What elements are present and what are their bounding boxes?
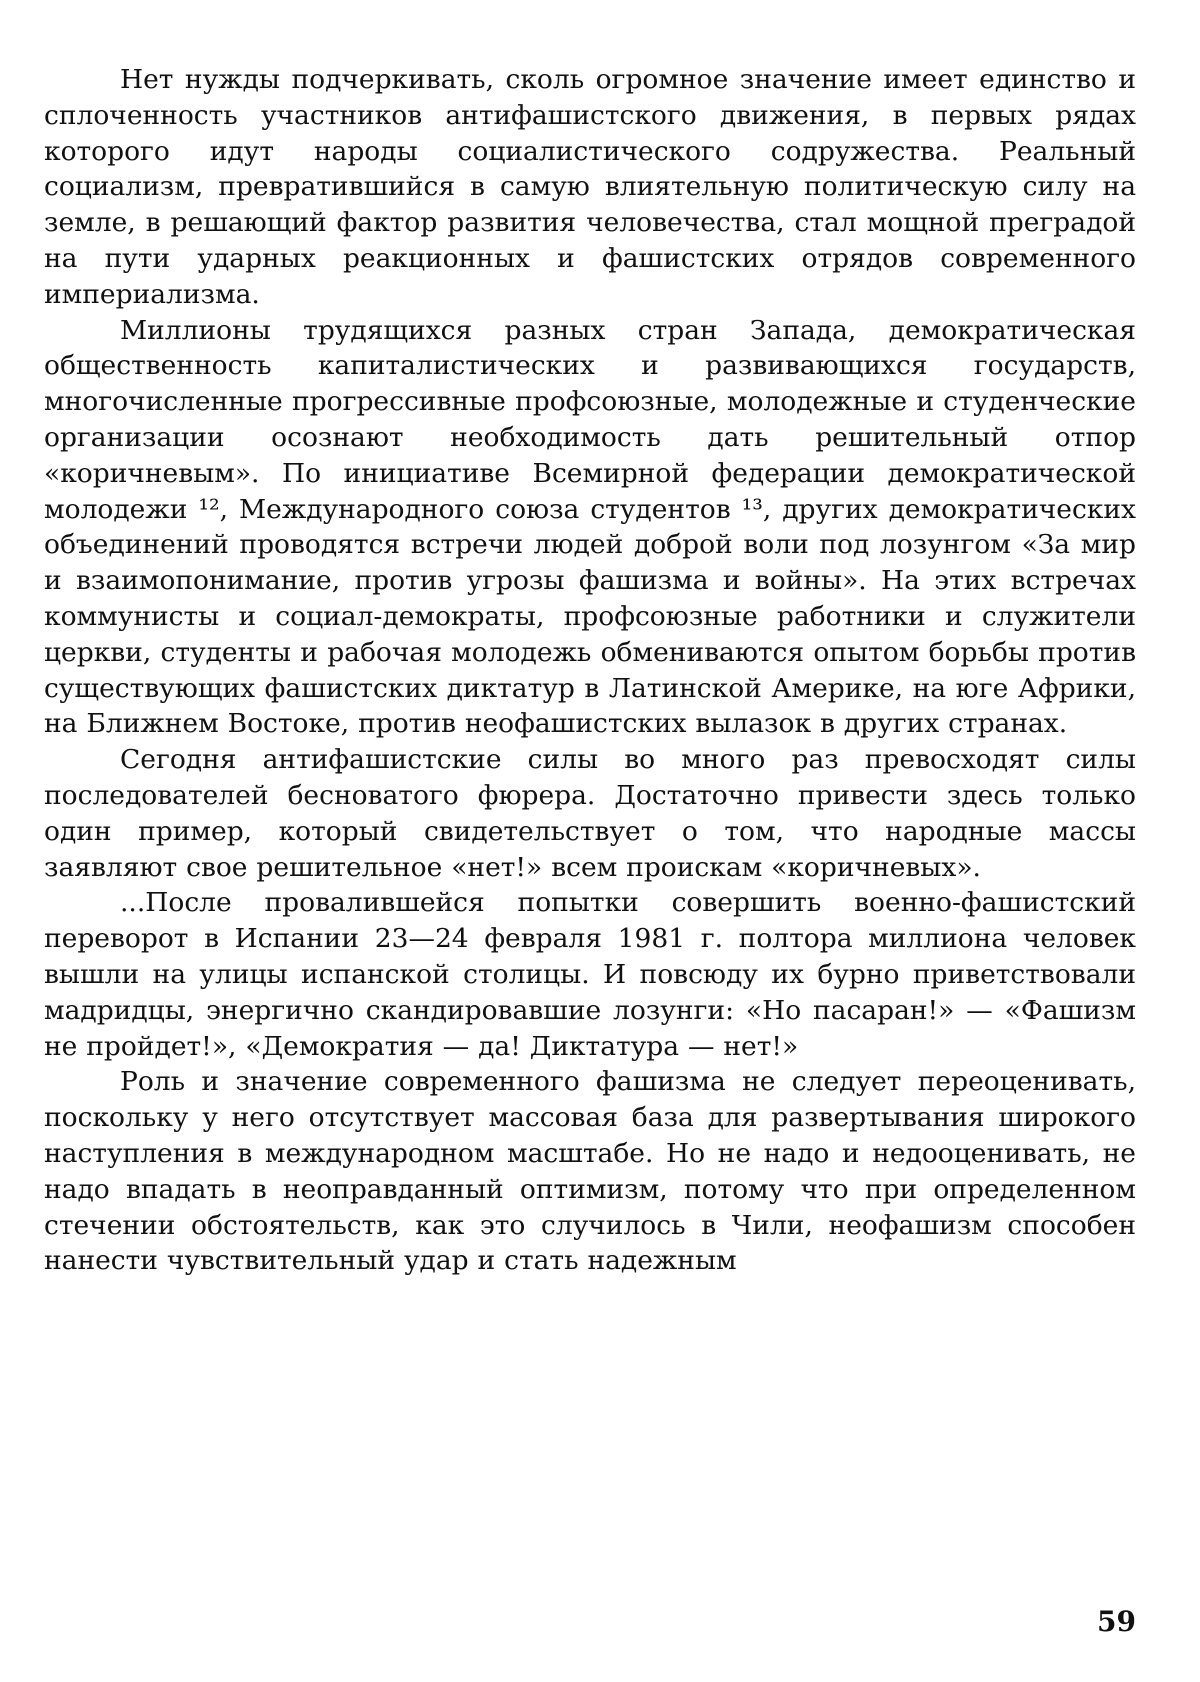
body-text bbox=[44, 62, 1136, 1279]
paragraph-3: Сегодня антифашистские силы во много раз превосходят силы последователей бесноватого фюрера. Достаточно привести здесь только один пример, который свидетельствует о том, что народные массы заявляют свое решительное «нет!» всем проискам «коричневых». bbox=[44, 744, 1136, 883]
paragraph-2: Миллионы трудящихся разных стран Запада, демократическая общественность капиталистических и развивающихся государств, многочисленные прогрессивные профсоюзные, молодежные и студенческие организации осознают необходимость дать решительный отпор «коричневым». По инициативе Всемирной федерации демократической молодежи ¹², Международного союза студентов ¹³, других демократических объединений проводятся встречи людей доброй воли под лозунгом «За мир и взаимопонимание, против угрозы фашизма и войны». На этих встречах коммунисты и социал-демократы, профсоюзные работники и служители церкви, студенты и рабочая молодежь обмениваются опытом борьбы против существующих фашистских диктатур в Латинской Америке, на юге Африки, на Ближнем Востоке, против неофашистских вылазок в других странах. bbox=[44, 314, 1136, 740]
paragraph-4: ...После провалившейся попытки совершить военно-фашистский переворот в Испании 23—24 февраля 1981 г. полтора миллиона человек вышли на улицы испанской столицы. И повсюду их бурно приветствовали мадридцы, энергично скандировавшие лозунги: «Но пасаран!» — «Фашизм не пройдет!», «Демократия — да! Диктатура — нет!» bbox=[44, 887, 1136, 1062]
paragraph-5: Роль и значение современного фашизма не следует переоценивать, поскольку у него отсутствует массовая база для развертывания широкого наступления в международном масштабе. Но не надо и недооценивать, не надо впадать в неоправданный оптимизм, потому что при определенном стечении обстоятельств, как это случилось в Чили, неофашизм способен нанести чувствительный удар и стать надежным bbox=[44, 1066, 1136, 1277]
page-number: 59 bbox=[1097, 1605, 1136, 1638]
paragraph-1: Нет нужды подчеркивать, сколь огромное значение имеет единство и сплоченность участников антифашистского движения, в первых рядах которого идут народы социалистического содружества. Реальный социализм, превратившийся в самую влиятельную политическую силу на земле, в решающий фактор развития человечества, стал мощной преградой на пути ударных реакционных и фашистских отрядов современного империализма. bbox=[44, 64, 1136, 310]
